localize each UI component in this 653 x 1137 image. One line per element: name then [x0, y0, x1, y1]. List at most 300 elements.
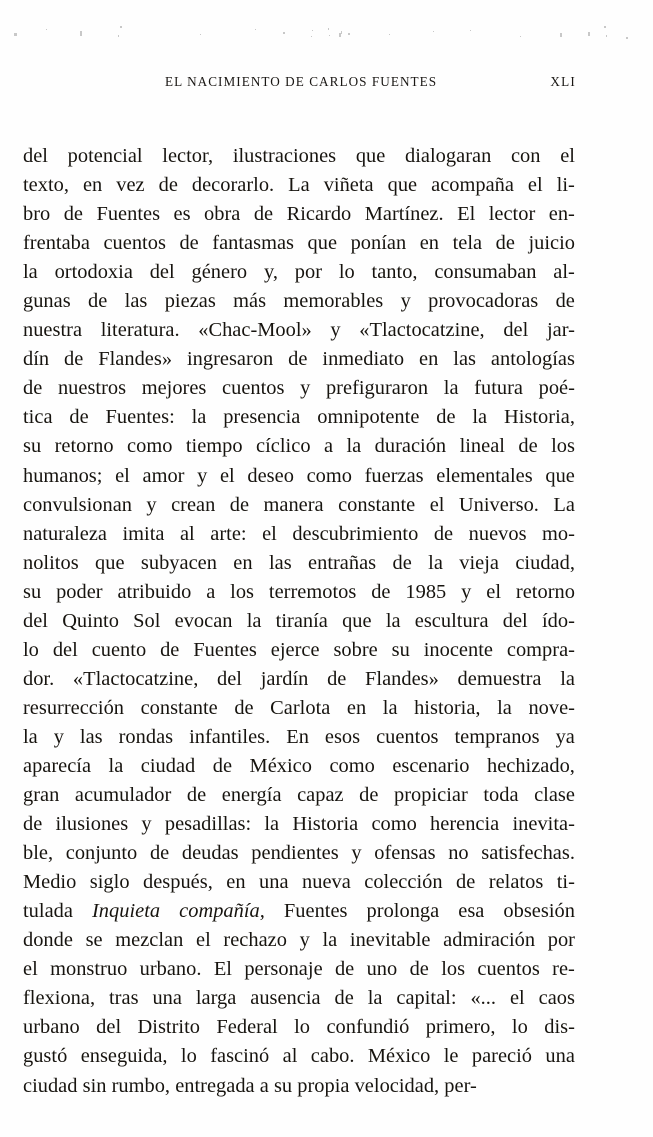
text-word: nolitos	[23, 551, 79, 574]
text-word: que	[387, 174, 418, 197]
text-word: compra-	[506, 638, 575, 661]
text-word: convulsionan	[23, 493, 132, 516]
text-word: gunas	[23, 290, 71, 313]
text-word: donde	[23, 929, 73, 952]
text-word: obra	[204, 203, 241, 226]
text-word: futura	[474, 377, 523, 400]
text-word: las	[124, 290, 148, 313]
scan-speck	[311, 36, 312, 37]
text-line	[23, 374, 575, 403]
text-word: presencia	[223, 406, 301, 429]
text-word: su	[23, 580, 42, 603]
text-word: el	[219, 464, 235, 487]
text-word: por	[294, 261, 323, 284]
text-word: primero,	[425, 1016, 496, 1039]
scan-speck	[255, 29, 256, 30]
scan-speck	[604, 26, 606, 28]
text-word: compañía,	[179, 900, 265, 923]
text-line	[23, 752, 575, 781]
text-word: dis-	[544, 1016, 575, 1039]
text-word: retorno	[54, 435, 114, 458]
text-word: poder	[56, 580, 103, 603]
text-word: acompaña	[431, 174, 514, 197]
text-word: en	[419, 348, 439, 371]
text-word: nove-	[528, 696, 575, 719]
text-word: y	[146, 493, 157, 516]
text-word: cuentos	[222, 377, 285, 400]
text-word: omnipotente	[317, 406, 420, 429]
text-word: La	[553, 493, 575, 516]
text-word: nueva	[302, 871, 351, 894]
text-word: Medio	[23, 871, 77, 894]
text-word: flexiona,	[23, 987, 96, 1010]
page-number: XLI	[550, 74, 576, 89]
text-word: como	[329, 754, 375, 777]
text-word: en	[346, 696, 367, 719]
text-word: lo	[180, 1045, 197, 1068]
text-line	[23, 636, 575, 665]
text-line	[23, 520, 575, 549]
text-word: vez	[116, 174, 145, 197]
text-word: en	[226, 871, 246, 894]
text-word: se	[85, 929, 103, 952]
text-word: cíclico	[256, 435, 311, 458]
text-word: a	[206, 580, 216, 603]
text-word: prefiguraron	[325, 377, 429, 400]
text-word: de	[149, 842, 170, 865]
text-word: hechizado,	[486, 754, 575, 777]
text-word: los	[551, 435, 575, 458]
text-word: re-	[552, 958, 575, 981]
text-line	[23, 723, 575, 752]
text-word: constante	[338, 493, 416, 516]
text-word: Distrito	[137, 1016, 201, 1039]
text-word: retorno	[515, 580, 575, 603]
scan-speck	[14, 33, 17, 36]
text-word: después,	[143, 871, 213, 894]
text-word: cuentos	[103, 232, 166, 255]
text-word: jar-	[546, 319, 575, 342]
text-line	[23, 578, 575, 607]
scan-speck	[339, 33, 341, 37]
text-word: de	[392, 551, 412, 574]
scan-speck	[118, 35, 119, 37]
text-word: entrañas	[308, 551, 377, 574]
text-line	[23, 403, 575, 432]
text-word: en-	[548, 203, 575, 226]
text-word: literatura.	[100, 319, 180, 342]
text-word: de	[253, 203, 274, 226]
text-word: La	[288, 174, 310, 197]
text-line	[23, 781, 575, 810]
text-word: capaz	[297, 784, 344, 807]
text-word: cuentos	[477, 958, 540, 981]
text-word: del	[217, 667, 242, 690]
text-word: ofensas	[374, 842, 436, 865]
text-word: el	[486, 580, 502, 603]
text-line	[23, 839, 575, 868]
text-word: los	[230, 580, 255, 603]
text-word: infantiles.	[189, 725, 271, 748]
text-word: en	[233, 551, 253, 574]
text-line	[23, 432, 575, 461]
text-word: tiranía	[275, 609, 328, 632]
text-word: el	[196, 929, 211, 952]
text-word: gran	[23, 784, 60, 807]
text-word: personaje	[244, 958, 323, 981]
text-word: es	[173, 203, 191, 226]
text-line	[23, 491, 575, 520]
text-word: acumulador	[74, 784, 172, 807]
scan-speck	[341, 31, 342, 34]
text-word: poé-	[538, 377, 575, 400]
text-word: cuentos	[376, 725, 439, 748]
text-word: de	[23, 377, 43, 400]
text-word: potencial	[67, 145, 143, 167]
text-word: su	[23, 435, 42, 458]
text-word: Sol	[133, 609, 161, 632]
scan-speck	[560, 33, 562, 37]
text-word: de	[334, 958, 355, 981]
text-word: frentaba	[23, 232, 90, 255]
body-text-block	[23, 142, 575, 1101]
text-word: y,	[263, 261, 278, 284]
text-word: li-	[556, 174, 575, 197]
text-word: la	[346, 435, 362, 458]
scan-speck	[329, 35, 330, 36]
text-word: decorarlo.	[191, 174, 275, 197]
scan-speck	[312, 30, 313, 31]
text-word: crean	[171, 493, 216, 516]
text-word: Fuentes	[193, 638, 257, 661]
scan-speck	[283, 32, 285, 34]
text-word: cabo.	[310, 1045, 355, 1068]
text-line	[23, 897, 575, 926]
text-word: ortodoxia	[54, 261, 133, 284]
text-word: como	[306, 464, 352, 487]
running-head	[23, 74, 576, 96]
text-word: lineal	[459, 435, 505, 458]
text-word: y	[461, 580, 472, 603]
text-word: en	[82, 174, 103, 197]
text-word: de	[69, 406, 89, 429]
text-word: tempranos	[454, 725, 540, 748]
text-word: manera	[263, 493, 324, 516]
text-word: subyacen	[140, 551, 217, 574]
scan-speck	[470, 30, 471, 31]
text-word: de	[229, 493, 250, 516]
text-word: «Tlactocatzine,	[72, 667, 199, 690]
text-line	[23, 984, 575, 1013]
text-word: de	[518, 435, 538, 458]
text-word: tanto,	[371, 261, 418, 284]
text-word: ponían	[350, 232, 407, 255]
text-word: al-	[553, 261, 575, 284]
text-word: de	[212, 754, 233, 777]
text-word: de	[456, 871, 476, 894]
text-word: del	[23, 145, 48, 167]
text-word: la	[385, 609, 401, 632]
scan-speck	[46, 29, 47, 30]
text-word: el	[509, 987, 525, 1010]
text-word: rechazo	[223, 929, 287, 952]
scan-speck	[200, 34, 201, 35]
text-word: de	[234, 696, 254, 719]
text-word: y	[141, 813, 152, 836]
text-word: deseo	[247, 464, 294, 487]
text-line	[23, 810, 575, 839]
text-word: Inquieta	[92, 900, 161, 923]
text-word: tulada	[23, 900, 73, 923]
text-word: amor	[142, 464, 185, 487]
text-word: del	[23, 609, 48, 632]
text-word: «...	[470, 987, 497, 1010]
text-word: fuerzas	[364, 464, 424, 487]
text-word: nuestros	[57, 377, 127, 400]
text-line	[23, 607, 575, 636]
text-word: clase	[534, 784, 575, 807]
text-word: y	[300, 377, 311, 400]
text-word: aparecía	[23, 754, 92, 777]
text-word: inocente	[423, 638, 493, 661]
scan-speck	[120, 26, 122, 28]
text-word: cuento	[91, 638, 147, 661]
text-word: Federal	[216, 1016, 278, 1039]
text-word: dor.	[23, 667, 55, 690]
text-word: Historia,	[503, 406, 575, 429]
text-word: que	[95, 551, 125, 574]
text-word: escenario	[392, 754, 470, 777]
text-word: la	[322, 929, 338, 952]
text-word: Fuentes:	[105, 406, 175, 429]
text-word: bro	[23, 203, 51, 226]
text-line	[23, 345, 575, 374]
text-word: de	[334, 987, 354, 1010]
text-word: y	[53, 725, 64, 748]
text-word: ciudad	[140, 754, 196, 777]
text-word: y	[351, 842, 362, 865]
text-word: lo	[511, 1016, 528, 1039]
text-line	[23, 955, 575, 984]
text-word: que	[342, 609, 372, 632]
text-word: pesadillas:	[164, 813, 252, 836]
text-word: nuevos	[468, 522, 527, 545]
text-word: deudas	[181, 842, 239, 865]
text-word: mezclan	[115, 929, 184, 952]
text-word: la	[264, 813, 280, 836]
text-line	[23, 694, 575, 723]
text-word: Quinto	[62, 609, 119, 632]
text-word: lo	[294, 1016, 311, 1039]
text-word: más	[233, 290, 267, 313]
text-word: dín	[23, 348, 50, 371]
text-word: viñeta	[323, 174, 374, 197]
text-word: jardín	[260, 667, 309, 690]
text-line	[23, 665, 575, 694]
text-word: la	[191, 406, 207, 429]
text-word: Martínez.	[364, 203, 444, 226]
scan-speck	[433, 31, 434, 32]
text-word: y	[400, 290, 411, 313]
text-word: «Tlactocatzine,	[359, 319, 485, 342]
text-word: lo	[338, 261, 355, 284]
text-word: esa	[458, 900, 485, 923]
text-word: tica	[23, 406, 53, 429]
text-word: ejerce	[270, 638, 320, 661]
text-line	[23, 1042, 575, 1071]
text-word: al	[179, 522, 195, 545]
scan-speck	[389, 34, 390, 35]
text-line	[23, 200, 575, 229]
text-word: una	[545, 1045, 575, 1068]
scan-speck	[588, 32, 590, 36]
text-word: Universo.	[458, 493, 539, 516]
text-word: que	[355, 145, 386, 167]
text-word: la	[428, 551, 443, 574]
text-word: una	[152, 987, 182, 1010]
text-word: duración	[374, 435, 447, 458]
text-word: Ricardo	[286, 203, 352, 226]
text-word: el	[429, 493, 445, 516]
text-word: ya	[555, 725, 575, 748]
text-word: la	[560, 667, 575, 690]
text-word: 1985	[405, 580, 447, 603]
text-line	[23, 926, 575, 955]
scan-speck	[328, 28, 329, 30]
text-word: y	[330, 319, 341, 342]
text-word: pendientes	[251, 842, 339, 865]
text-word: juicio	[528, 232, 575, 255]
text-word: historia,	[414, 696, 481, 719]
text-word: de	[555, 290, 575, 313]
text-word: vieja	[459, 551, 499, 574]
text-word: toda	[483, 784, 519, 807]
text-word: ble,	[23, 842, 54, 865]
text-line	[23, 316, 575, 345]
text-word: ciudad,	[515, 551, 575, 574]
scan-speck	[520, 36, 521, 37]
text-word: la	[23, 725, 38, 748]
text-word: mo-	[542, 522, 575, 545]
text-line	[23, 549, 575, 578]
text-word: en	[419, 232, 440, 255]
scan-noise-layer	[0, 0, 653, 60]
text-line	[23, 258, 575, 287]
text-word: piezas	[164, 290, 216, 313]
text-word: escultura	[414, 609, 489, 632]
running-head-title: EL NACIMIENTO DE CARLOS FUENTES	[165, 74, 438, 89]
scan-speck	[348, 33, 350, 35]
text-word: esos	[324, 725, 361, 748]
text-word: enseguida,	[80, 1045, 168, 1068]
text-word: y	[197, 464, 208, 487]
text-word: elementales	[436, 464, 533, 487]
text-word: de	[88, 290, 108, 313]
text-word: urbano.	[139, 958, 202, 981]
text-word: dialogaran	[405, 145, 492, 167]
text-word: El	[457, 203, 476, 226]
text-word: de	[63, 203, 84, 226]
text-word: los	[441, 958, 466, 981]
scan-speck	[606, 35, 607, 37]
text-word: de	[158, 174, 178, 197]
text-word: de	[436, 406, 456, 429]
text-word: del	[149, 261, 175, 284]
text-word: mejores	[141, 377, 207, 400]
text-word: de	[327, 667, 347, 690]
text-word: Carlota	[270, 696, 331, 719]
text-word: le	[443, 1045, 459, 1068]
text-line	[23, 462, 575, 491]
text-word: de	[495, 232, 515, 255]
text-word: de	[409, 958, 429, 981]
text-word: del	[502, 609, 528, 632]
text-word: el	[23, 958, 38, 981]
text-word: confundió	[326, 1016, 410, 1039]
text-word: tras	[109, 987, 139, 1010]
text-word: inevita-	[512, 813, 575, 836]
text-word: sobre	[333, 638, 378, 661]
text-word: consumaban	[434, 261, 537, 284]
text-word: no	[448, 842, 469, 865]
text-word: naturaleza	[23, 522, 107, 545]
text-word: de	[359, 784, 379, 807]
text-word: evocan	[174, 609, 233, 632]
text-word: conjunto	[65, 842, 138, 865]
text-word: caos	[538, 987, 575, 1010]
text-word: como	[127, 435, 173, 458]
text-word: al	[282, 1045, 298, 1068]
text-word: inmediato	[322, 348, 405, 371]
text-word: que	[307, 232, 338, 255]
text-word: género	[191, 261, 248, 284]
text-word: atribuido	[117, 580, 192, 603]
text-word: pareció	[471, 1045, 532, 1068]
text-word: una	[259, 871, 289, 894]
text-line	[23, 287, 575, 316]
text-word: el	[115, 464, 130, 487]
text-word: satisfechas.	[481, 842, 575, 865]
text-word: México	[249, 754, 312, 777]
text-word: «Chac-Mool»	[198, 319, 312, 342]
text-word: de	[186, 784, 207, 807]
text-word: la	[443, 377, 459, 400]
text-word: capital:	[396, 987, 457, 1010]
text-word: ído-	[541, 609, 575, 632]
text-word: del	[503, 319, 529, 342]
text-word: la	[472, 406, 488, 429]
text-word: arte:	[210, 522, 247, 545]
text-word: por	[547, 929, 575, 952]
text-word: ausencia	[250, 987, 321, 1010]
text-word: Historia	[292, 813, 359, 836]
text-word: lo	[23, 638, 39, 661]
text-word: obsesión	[503, 900, 575, 923]
text-word: de	[160, 638, 180, 661]
text-word: fascinó	[210, 1045, 270, 1068]
text-word: descubrimiento	[292, 522, 419, 545]
text-word: El	[213, 958, 232, 981]
text-word: y	[299, 929, 310, 952]
text-word: a	[323, 435, 334, 458]
text-word: fantasmas	[212, 232, 294, 255]
text-word: lector,	[162, 145, 214, 167]
scan-speck	[80, 31, 82, 36]
text-line	[23, 229, 575, 258]
text-word: Flandes»	[365, 667, 439, 690]
text-word: ingresaron	[186, 348, 274, 371]
text-word: ti-	[556, 871, 575, 894]
